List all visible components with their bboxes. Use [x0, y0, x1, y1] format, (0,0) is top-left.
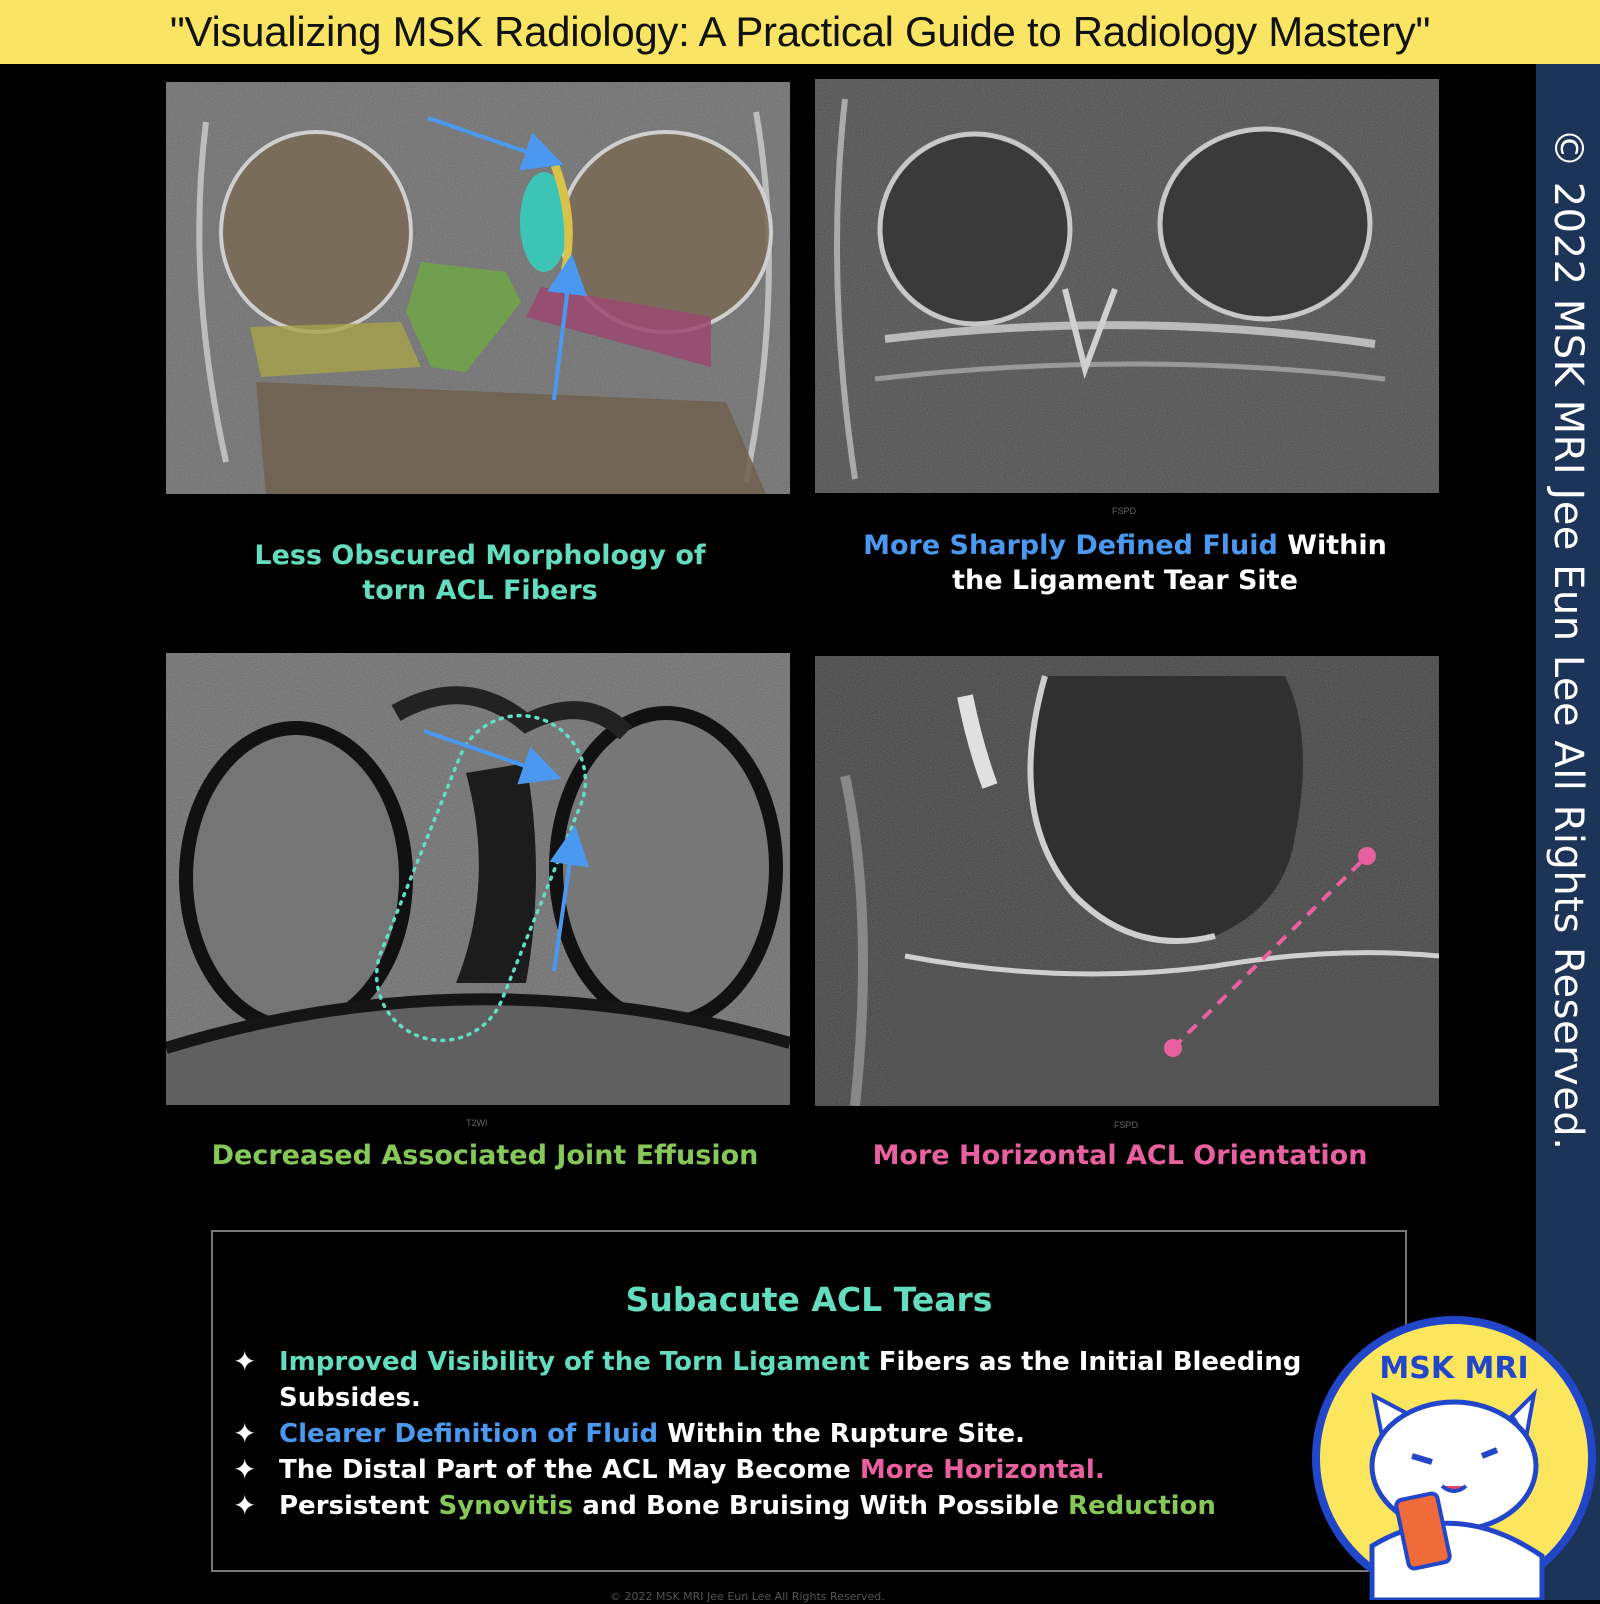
bullet-star-icon: ✦	[233, 1453, 257, 1486]
sequence-tag-t2wi: T2WI	[466, 1118, 488, 1128]
page-title: "Visualizing MSK Radiology: A Practical Guide to Radiology Mastery"	[169, 8, 1431, 55]
bullet-star-icon: ✦	[233, 1489, 257, 1522]
mri-panel-sagittal-fspd	[815, 656, 1439, 1106]
title-banner	[0, 0, 1600, 64]
caption-decreased-joint-effusion: Decreased Associated Joint Effusion	[211, 1140, 759, 1171]
caption-horizontal-acl-orientation: More Horizontal ACL Orientation	[872, 1140, 1368, 1171]
list-item: ✦ Improved Visibility of the Torn Ligament Fibers as the Initial Bleeding Subsides.	[233, 1345, 1302, 1413]
sequence-tag-fspd-2: FSPD	[1114, 1120, 1139, 1130]
sequence-tag-fspd-1: FSPD	[1112, 506, 1137, 516]
svg-text:MSK MRI: MSK MRI	[1379, 1351, 1529, 1386]
summary-title: Subacute ACL Tears	[625, 1280, 993, 1319]
summary-box	[211, 1230, 1407, 1572]
caption-sharply-defined-fluid: More Sharply Defined Fluid Within the Ligament Tear Site	[863, 530, 1387, 596]
side-copyright-text: © 2022 MSK MRI Jee Eun Lee All Rights Reserved.	[1545, 128, 1591, 1151]
footer-copyright: © 2022 MSK MRI Jee Eun Lee All Rights Reserved.	[610, 1590, 885, 1603]
mri-panel-coronal-fspd	[815, 79, 1439, 493]
list-item: ✦ Persistent Synovitis and Bone Bruising With Possible Reduction	[233, 1489, 1216, 1522]
list-item: ✦ Clearer Definition of Fluid Within the Rupture Site.	[233, 1417, 1025, 1450]
mri-panel-axial-t2wi	[166, 653, 790, 1105]
mri-panel-coronal-overlay	[166, 82, 790, 494]
bullet-star-icon: ✦	[233, 1417, 257, 1450]
bullet-star-icon: ✦	[233, 1345, 257, 1378]
msk-mri-logo	[1312, 1316, 1596, 1600]
list-item: ✦ The Distal Part of the ACL May Become More Horizontal.	[233, 1453, 1105, 1486]
summary-bullet-list	[233, 1344, 1323, 1524]
caption-less-obscured-morphology: Less Obscured Morphology of torn ACL Fibers	[254, 540, 706, 606]
